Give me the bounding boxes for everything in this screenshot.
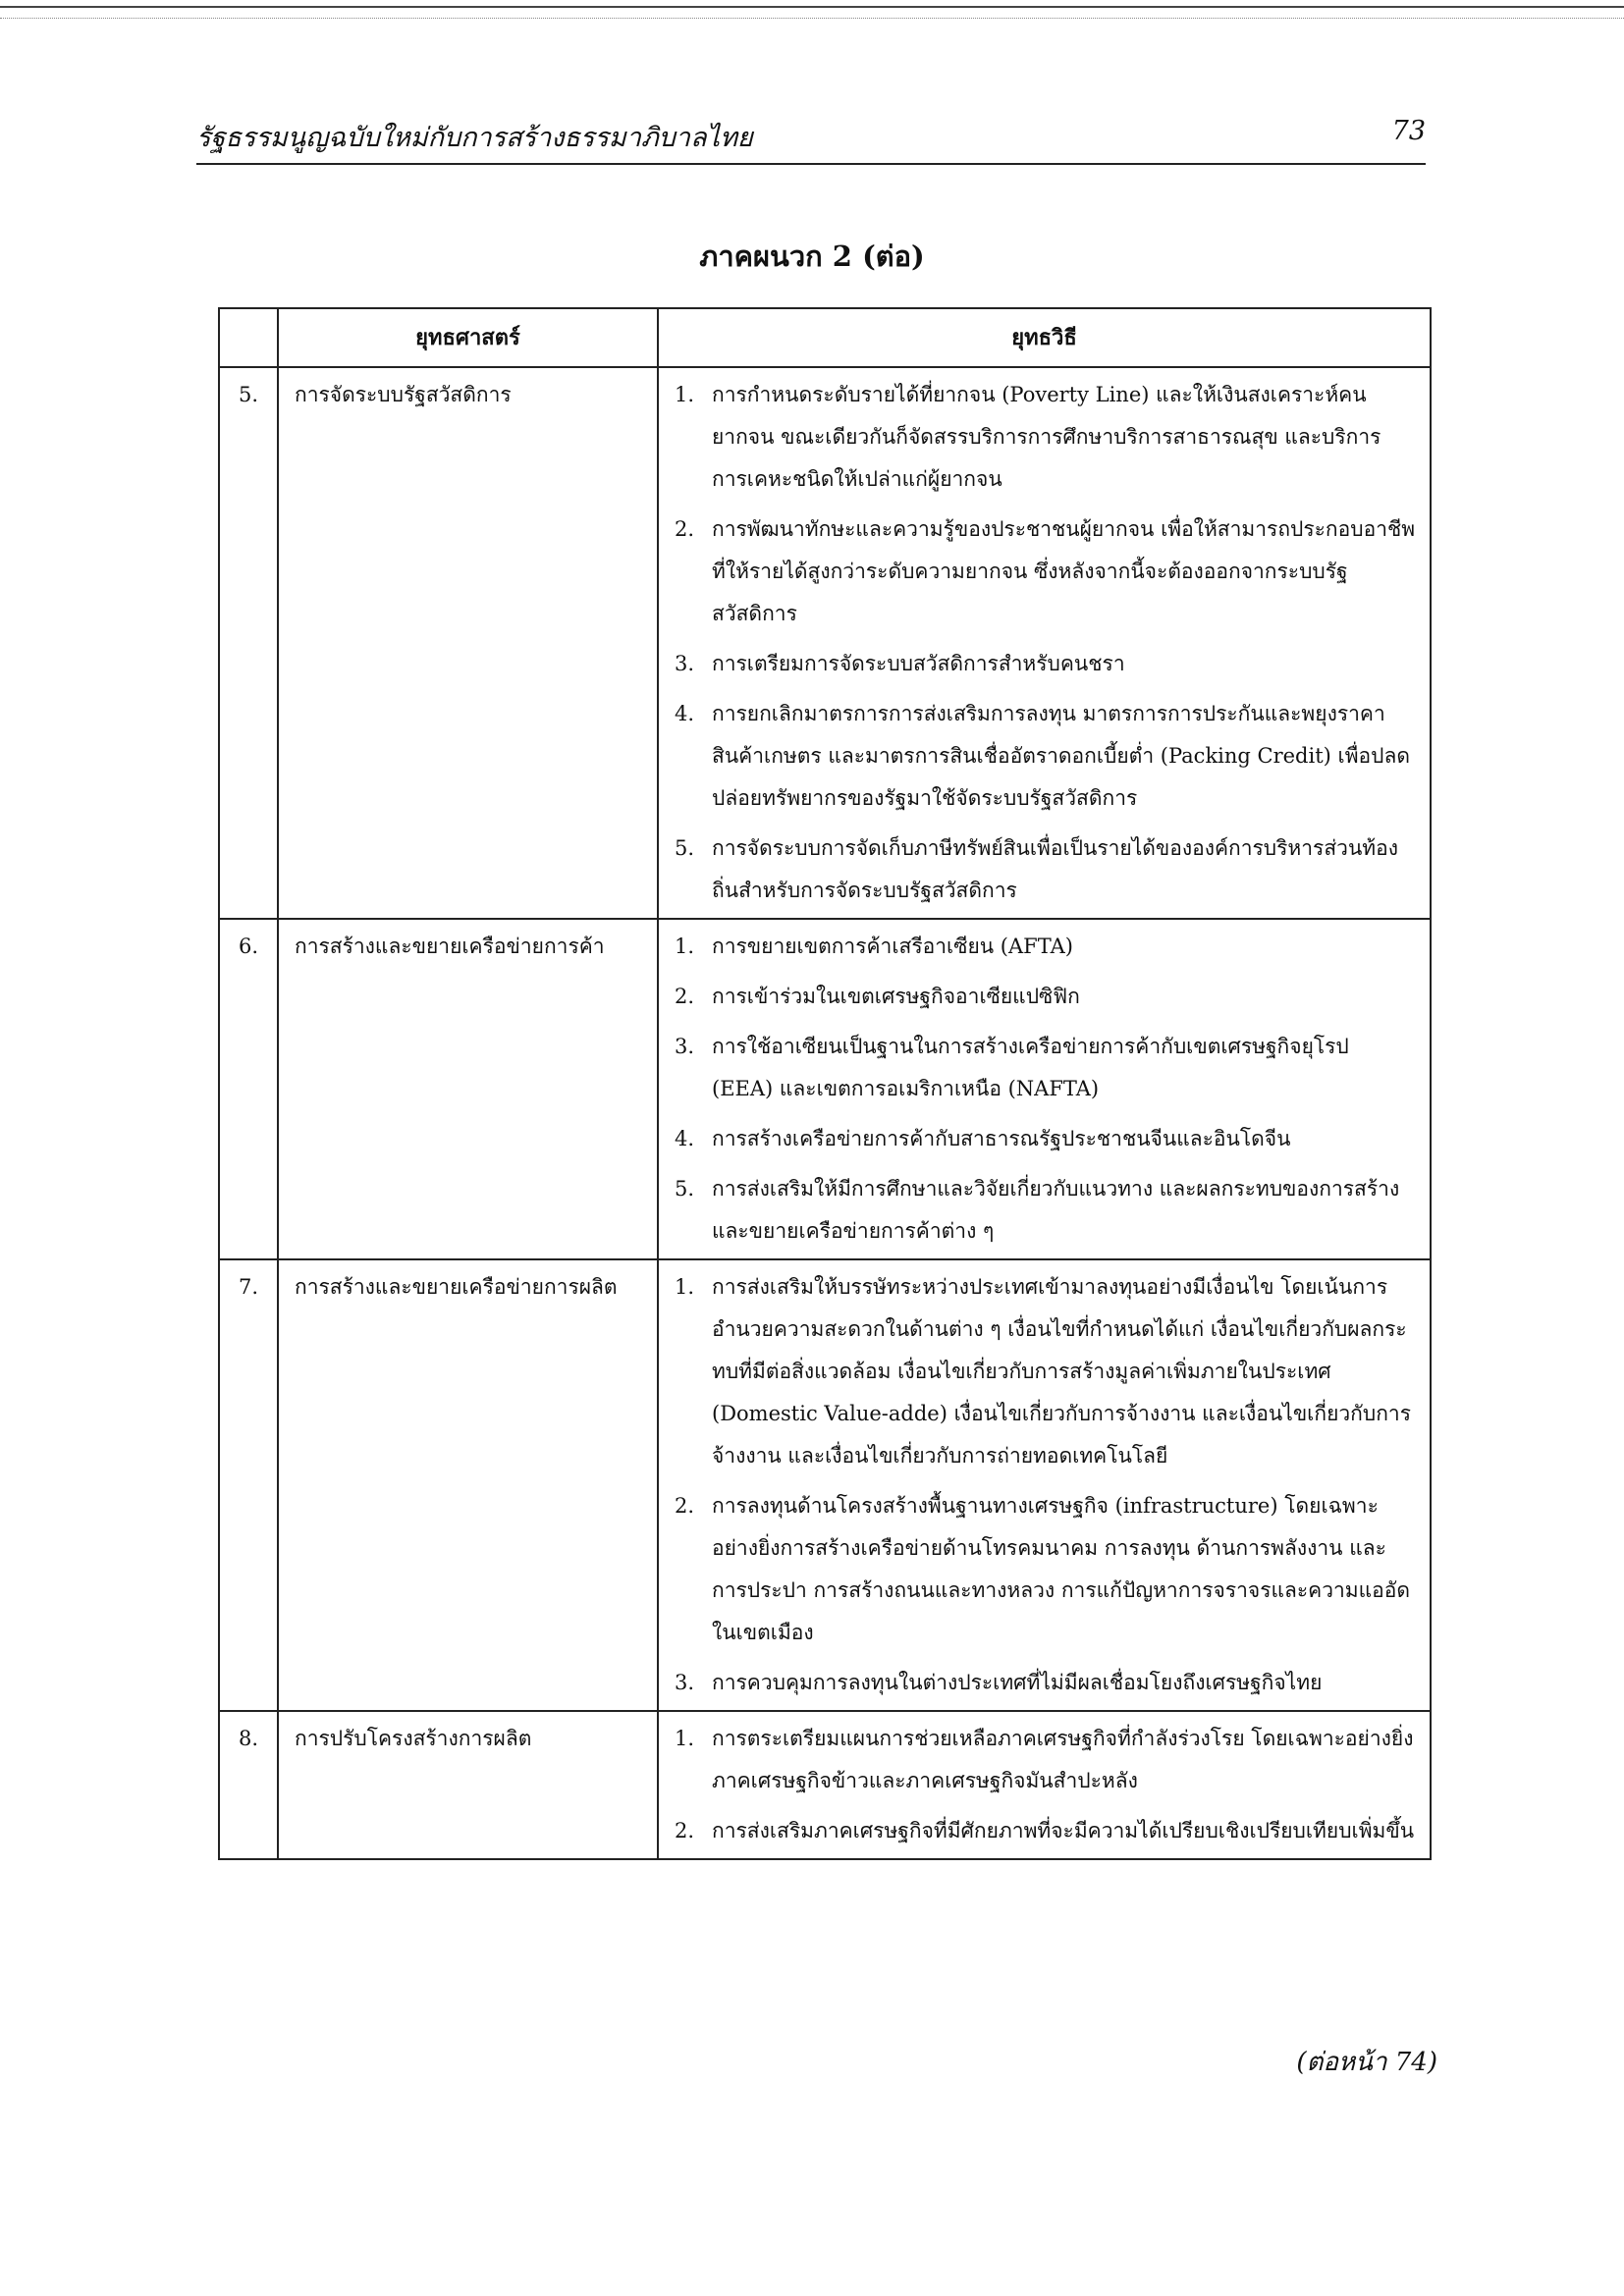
tactic-number: 3. (675, 652, 695, 675)
column-header-tactics: ยุทธวิธี (658, 308, 1431, 367)
table-row (219, 1711, 1431, 1859)
tactics-cell (658, 1259, 1431, 1711)
tactic-number: 3. (675, 1671, 695, 1694)
row-number: 8. (219, 1711, 278, 1859)
tactic-text: การส่งเสริมให้มีการศึกษาและวิจัยเกี่ยวกับแนวทาง และผลกระทบของการสร้างและขยายเครือข่ายการค้าต่าง ๆ (712, 1177, 1400, 1243)
tactic-number: 5. (675, 1177, 695, 1201)
tactic-item (675, 1026, 1416, 1110)
scan-top-rule (0, 6, 1624, 19)
tactic-number: 1. (675, 1275, 695, 1299)
column-header-number (219, 308, 278, 367)
table-row (219, 1259, 1431, 1711)
tactics-cell (658, 919, 1431, 1259)
tactic-number: 2. (675, 1494, 695, 1518)
tactic-text: การตระเตรียมแผนการช่วยเหลือภาคเศรษฐกิจที่กำลังร่วงโรย โดยเฉพาะอย่างยิ่งภาคเศรษฐกิจข้าวและภาคเศรษฐกิจมันสำปะหลัง (712, 1727, 1414, 1792)
tactics-cell (658, 1711, 1431, 1859)
page-number: 73 (1391, 116, 1426, 146)
tactic-item (675, 643, 1416, 685)
tactic-number: 1. (675, 383, 695, 406)
tactic-text: การลงทุนด้านโครงสร้างพื้นฐานทางเศรษฐกิจ (infrastructure) โดยเฉพาะอย่างยิ่งการสร้างเครือข่ายด้านโทรคมนาคม การลงทุน ด้านการพลังงาน และการประปา การสร้างถนนและทางหลวง การแก้ปัญหาการจราจรและความแออัดในเขตเมือง (712, 1494, 1411, 1644)
running-title: รัฐธรรมนูญฉบับใหม่กับการสร้างธรรมาภิบาลไทย (196, 123, 753, 153)
tactic-item (675, 1485, 1416, 1654)
tactics-cell (658, 367, 1431, 919)
tactic-text: การเข้าร่วมในเขตเศรษฐกิจอาเซียแปซิฟิก (712, 985, 1080, 1008)
strategy-cell: การจัดระบบรัฐสวัสดิการ (278, 367, 658, 919)
tactic-text: การสร้างเครือข่ายการค้ากับสาธารณรัฐประชาชนจีนและอินโดจีน (712, 1127, 1291, 1150)
tactic-item (675, 828, 1416, 912)
row-number: 6. (219, 919, 278, 1259)
strategy-cell: การสร้างและขยายเครือข่ายการผลิต (278, 1259, 658, 1711)
tactic-number: 2. (675, 1819, 695, 1842)
table-row (219, 919, 1431, 1259)
row-number: 5. (219, 367, 278, 919)
tactic-text: การส่งเสริมให้บรรษัทระหว่างประเทศเข้ามาลงทุนอย่างมีเงื่อนไข โดยเน้นการอำนวยความสะดวกในด้านต่าง ๆ เงื่อนไขที่กำหนดได้แก่ เงื่อนไขเกี่ยวกับผลกระทบที่มีต่อสิ่งแวดล้อม เงื่อนไขเกี่ยวกับการสร้างมูลค่าเพิ่มภายในประเทศ (Domestic Value-adde) เงื่อนไขเกี่ยวกับการจ้างงาน และเงื่อนไขเกี่ยวกับการจ้างงาน และเงื่อนไขเกี่ยวกับการถ่ายทอดเทคโนโลยี (712, 1275, 1411, 1468)
strategy-cell: การสร้างและขยายเครือข่ายการค้า (278, 919, 658, 1259)
tactic-number: 2. (675, 517, 695, 541)
tactic-item (675, 976, 1416, 1018)
tactic-item (675, 1118, 1416, 1160)
tactic-text: การจัดระบบการจัดเก็บภาษีทรัพย์สินเพื่อเป็นรายได้ขององค์การบริหารส่วนท้องถิ่นสำหรับการจัดระบบรัฐสวัสดิการ (712, 836, 1399, 902)
tactic-item (675, 1266, 1416, 1477)
appendix-title: ภาคผนวก 2 (ต่อ) (699, 240, 925, 273)
row-number: 7. (219, 1259, 278, 1711)
tactic-item (675, 1168, 1416, 1253)
tactic-item (675, 926, 1416, 968)
tactic-text: การกำหนดระดับรายได้ที่ยากจน (Poverty Line) และให้เงินสงเคราะห์คนยากจน ขณะเดียวกันก็จัดสรรบริการการศึกษาบริการสาธารณสุข และบริการการเคหะชนิดให้เปล่าแก่ผู้ยากจน (712, 383, 1381, 491)
tactic-text: การพัฒนาทักษะและความรู้ของประชาชนผู้ยากจน เพื่อให้สามารถประกอบอาชีพที่ให้รายได้สูงกว่าระดับความยากจน ซึ่งหลังจากนี้จะต้องออกจากระบบรัฐสวัสดิการ (712, 517, 1416, 625)
tactic-number: 5. (675, 836, 695, 860)
tactic-item (675, 693, 1416, 820)
table-row (219, 367, 1431, 919)
tactic-text: การยกเลิกมาตรการการส่งเสริมการลงทุน มาตรการการประกันและพยุงราคาสินค้าเกษตร และมาตรการสินเชื่ออัตราดอกเบี้ยต่ำ (Packing Credit) เพื่อปลดปล่อยทรัพยากรของรัฐมาใช้จัดระบบรัฐสวัสดิการ (712, 702, 1410, 810)
tactic-text: การขยายเขตการค้าเสรีอาเซียน (AFTA) (712, 934, 1073, 958)
tactic-number: 1. (675, 1727, 695, 1750)
tactic-number: 3. (675, 1035, 695, 1058)
tactic-number: 2. (675, 985, 695, 1008)
strategy-cell: การปรับโครงสร้างการผลิต (278, 1711, 658, 1859)
table-header-row (219, 308, 1431, 367)
tactic-number: 4. (675, 1127, 695, 1150)
tactic-text: การเตรียมการจัดระบบสวัสดิการสำหรับคนชรา (712, 652, 1125, 675)
tactic-text: การควบคุมการลงทุนในต่างประเทศที่ไม่มีผลเชื่อมโยงถึงเศรษฐกิจไทย (712, 1671, 1323, 1694)
continued-note: (ต่อหน้า 74) (1296, 2048, 1437, 2077)
tactic-item (675, 1662, 1416, 1704)
strategy-table (218, 307, 1432, 1860)
tactic-item (675, 508, 1416, 635)
tactic-number: 4. (675, 702, 695, 725)
tactic-item (675, 1718, 1416, 1802)
running-header (196, 116, 1426, 165)
tactic-text: การใช้อาเซียนเป็นฐานในการสร้างเครือข่ายการค้ากับเขตเศรษฐกิจยุโรป (EEA) และเขตการอเมริกาเหนือ (NAFTA) (712, 1035, 1349, 1100)
column-header-strategy: ยุทธศาสตร์ (278, 308, 658, 367)
tactic-item (675, 374, 1416, 501)
tactic-item (675, 1810, 1416, 1852)
tactic-text: การส่งเสริมภาคเศรษฐกิจที่มีศักยภาพที่จะมีความได้เปรียบเชิงเปรียบเทียบเพิ่มขึ้น (712, 1819, 1415, 1842)
tactic-number: 1. (675, 934, 695, 958)
